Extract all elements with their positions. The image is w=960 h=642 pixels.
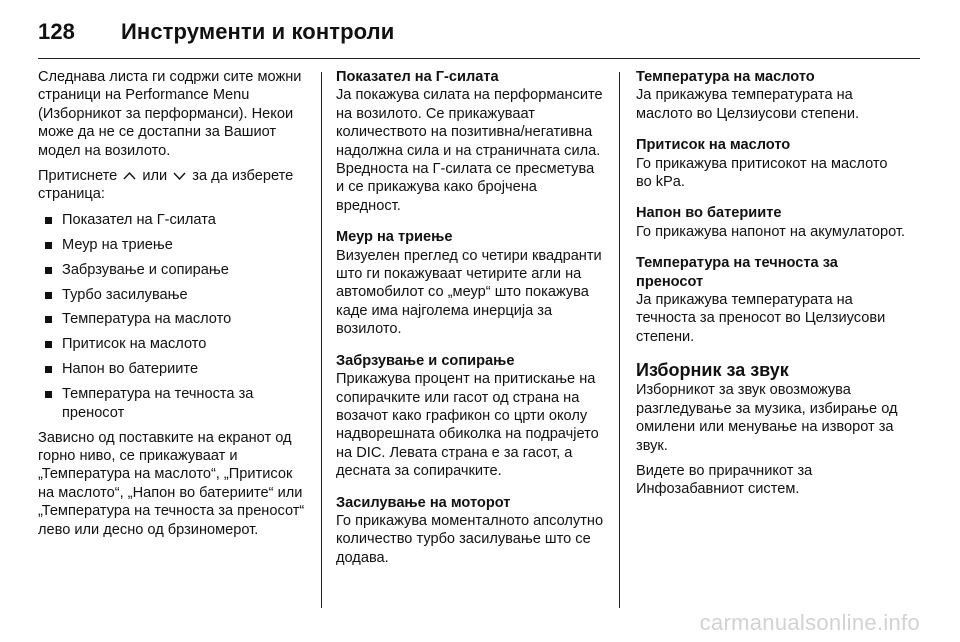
press-suffix: за да изберете страница: [38,168,294,203]
section-body: Визуелен преглед со четири квадранти што ги покажуваат четирите агли на автомобилот со „меур“ што покажува каде има најголема инерција за возилото. [336,247,602,338]
watermark: carmanualsonline.info [699,610,920,635]
press-instruction [38,167,312,204]
section-oil-pressure [636,136,906,191]
page-list [38,211,312,422]
list-item: Турбо засилување [38,286,312,304]
section-body: Ја прикажува температурата на маслото во Целзиусови степени. [636,87,860,122]
column-right [636,68,906,506]
page-header [38,14,394,50]
column-divider-2 [619,72,620,608]
section-friction-bubble [336,228,604,338]
press-or: или [142,168,168,185]
audio-menu-body: Изборникот за звук овозможува разгледување за музика, избирање од омилени или менување на изворот за звук. [636,382,898,454]
press-prefix: Притиснете [38,168,118,185]
intro-paragraph: Следнава листа ги содржи сите можни страници на Performance Menu (Изборникот за перформанси). Некои може да не се достапни за Вашиот модел на возилото. [38,69,302,159]
page-title: Инструменти и контроли [121,19,395,44]
section-body: Прикажува процент на притискање на сопирачките или гасот од страна на возачот како графикон со црти околу надворешната обиколка на подрачјето на DIC. Левата страна е за гасот, а десната за сопирачките. [336,371,599,480]
column-left [38,68,312,546]
section-body: Го прикажува моменталното апсолутно количество турбо засилување што се додава. [336,512,604,566]
section-heading: Температура на маслото [636,69,815,85]
column-middle [336,68,604,580]
column-divider-1 [321,72,322,608]
section-heading: Напон во батериите [636,205,782,222]
section-heading: Показател на Г-силата [336,69,499,85]
section-heading: Температура на течноста за преносот [636,255,838,290]
chevron-up-icon [123,171,136,181]
list-item: Температура на течноста за преносот [38,385,312,422]
audio-menu-note: Видете во прирачникот за Инфозабавниот систем. [636,462,813,498]
section-transmission-fluid-temperature [636,254,906,346]
section-heading: Забрзување и сопирање [336,352,515,369]
section-body: Го прикажува притисокот на маслото во kPa. [636,155,888,191]
list-item: Показател на Г-силата [38,211,312,229]
page-number: 128 [38,19,76,44]
section-body: Ја покажува силата на перформансите на возилото. Се прикажуваат количеството на позитивна/негативна надолжна сила и на страничната сила. Вредноста на Г-силата се пресметува и се прикажува како бројчена вредност. [336,87,603,214]
list-item: Напон во батериите [38,360,312,378]
section-heading: Притисок на маслото [636,137,791,154]
chevron-down-icon [173,171,186,181]
section-body: Ја прикажува температурата на течноста за преносот во Целзиусови степени. [636,292,886,345]
section-heading: Меур на триење [336,229,453,246]
outro-paragraph: Зависно од поставките на екранот од горно ниво, се прикажуваат и „Температура на маслото“, „Притисок на маслото“, „Напон во батериите“ или „Температура на течноста за преносот“ лево или десно од брзиномерот. [38,429,305,538]
section-engine-boost [336,494,604,568]
section-heading: Засилување на моторот [336,494,511,511]
section-oil-temperature [636,68,906,123]
audio-menu-heading: Изборник за звук [636,360,789,381]
section-battery-voltage [636,204,906,241]
list-item: Притисок на маслото [38,335,312,353]
section-accel-braking [336,352,604,481]
list-item: Меур на триење [38,236,312,254]
header-rule [38,58,920,59]
list-item: Забрзување и сопирање [38,261,312,279]
section-g-force [336,68,604,215]
section-body: Го прикажува напонот на акумулаторот. [636,223,906,240]
list-item: Температура на маслото [38,310,312,328]
